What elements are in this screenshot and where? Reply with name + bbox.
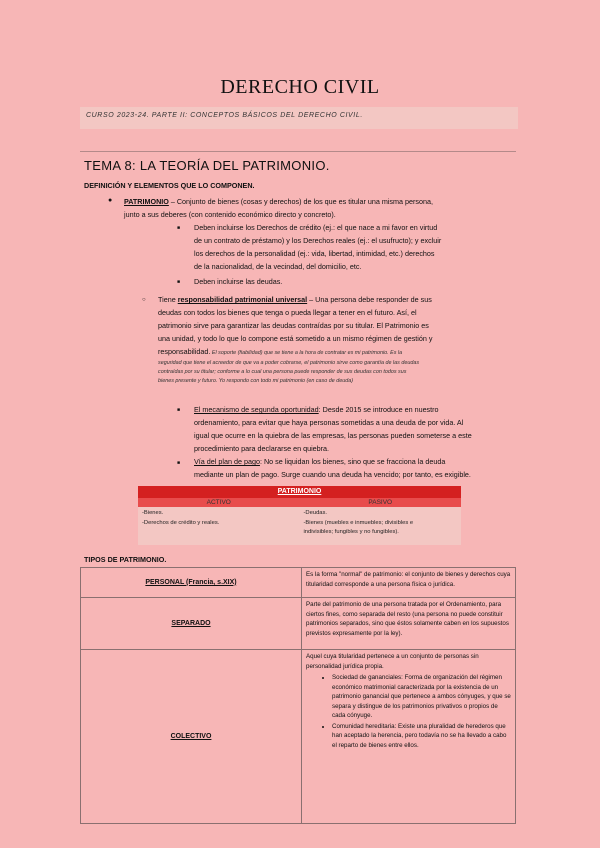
section-heading: TEMA 8: LA TEORÍA DEL PATRIMONIO. (84, 158, 330, 173)
divider (80, 151, 516, 152)
pasivo-item: -Deudas. (303, 510, 328, 516)
col-pasivo: PASIVO (368, 499, 393, 506)
resp-line5 (158, 345, 402, 360)
activo-item: -Derechos de crédito y reales. (142, 519, 220, 526)
resp-line1 (158, 293, 432, 306)
list-item: • Sociedad de gananciales: Forma de organización del régimen económico matrimonial caracterizada por la existencia de un patrimonio ganancial que pertenece a ambos cónyuges, y que se separa y distingue de los patrimonios privativos o propios de cada cónyuge. (332, 673, 511, 721)
bullet-icon: ● (108, 197, 113, 204)
pasivo-item: indivisibles; fungibles y no fungibles). (303, 529, 399, 535)
colectivo-label: COLECTIVO (81, 650, 302, 824)
course-subtitle: CURSO 2023-24. PARTE II: CONCEPTOS BÁSICOS DEL DERECHO CIVIL. (86, 112, 363, 119)
subtitle-box (80, 107, 518, 129)
resp-line5-text: responsabilidad. (158, 347, 211, 356)
resp-small2: seguridad que tiene el acreedor de que va a poder cobrarse, el patrimonio sirve como garantía de las deudas (158, 360, 420, 366)
patrimonio-table (138, 486, 461, 545)
patrimonio-table-header (138, 498, 461, 507)
mec-line1-text: : Desde 2015 se introduce en nuestro (318, 405, 439, 414)
definition-heading: DEFINICIÓN Y ELEMENTOS QUE LO COMPONEN. (84, 181, 255, 190)
personal-label: PERSONAL (Francia, s.XIX) (81, 568, 302, 598)
personal-desc: Es la forma "normal" de patrimonio: el conjunto de bienes y derechos cuya titularidad corresponde a una persona física o jurídica. (302, 568, 516, 598)
patrimonio-def-2: junto a sus deberes (con contenido económico directo y concreto). (124, 210, 336, 219)
table-row (81, 568, 516, 598)
resp-small1: El soporte (fiabilidad) que se tiene a la hora de contratar es mi patrimonio. Es la (210, 350, 403, 356)
colectivo-list (306, 673, 511, 750)
sub1-line1: Deben incluirse los Derechos de crédito (ej.: el que nace a mi favor en virtud (194, 223, 438, 232)
mec-line2: ordenamiento, para evitar que haya personas sometidas a una deuda de por vida. Al (194, 418, 464, 427)
col-activo: ACTIVO (206, 499, 231, 506)
table-row (81, 650, 516, 824)
resp-small4: bienes presente y futuro. Yo respondo con todo mi patrimonio (en caso de deuda) (158, 378, 353, 384)
sub1-line3: los derechos de la personalidad (ej.: vida, libertad, intimidad, etc.) derechos (194, 249, 435, 258)
resp-line3: patrimonio sirve para garantizar las deudas contraídas por su titular. El Patrimonio es (158, 321, 429, 330)
separado-desc: Parte del patrimonio de una persona tratada por el Ordenamiento, para ciertos fines, como separada del resto (una persona no puede constituir patrimonios separados, sino que éstos solamente caben en los supuestos previstos expresamente por la ley). (302, 598, 516, 650)
via-line2: mediante un plan de pago. Surge cuando una deuda ha vencido; por tanto, es exigible. (194, 470, 471, 479)
patrimonio-table-title: PATRIMONIO (138, 486, 461, 498)
tipos-heading: TIPOS DE PATRIMONIO. (84, 555, 167, 564)
document-title: DERECHO CIVIL (220, 76, 380, 98)
patrimonio-def-1: – Conjunto de bienes (cosas y derechos) de los que es titular una misma persona, (168, 197, 433, 206)
table-row (81, 598, 516, 650)
colectivo-desc: Aquel cuya titularidad pertenece a un conjunto de personas sin personalidad jurídica propia. (306, 653, 479, 670)
activo-item: -Bienes. (142, 510, 164, 516)
sub1-line2: de un contrato de préstamo) y los Derechos reales (ej.: el usufructo); y excluir (194, 236, 442, 245)
colectivo-cell (302, 650, 516, 824)
square-bullet-icon: ■ (177, 279, 181, 285)
resp-line4: una unidad, y todo lo que lo compone está sometido a un mismo régimen de gestión y (158, 334, 433, 343)
mec-line3: igual que ocurre en la quiebra de las empresas, las personas pueden someterse a este (194, 431, 472, 440)
resp-line2: deudas con todos los bienes que tenga o pueda llegar a tener en el futuro. Así, el (158, 308, 417, 317)
resp-line1-text: – Una persona debe responder de sus (307, 295, 432, 304)
sub1-line4: de la nacionalidad, de la vecindad, del domicilio, etc. (194, 262, 362, 271)
activo-cell (138, 507, 300, 545)
resp-prefix: Tiene (158, 295, 178, 304)
tipos-table (80, 567, 516, 824)
via-term: Vía del plan de pago (194, 457, 260, 466)
pasivo-cell (300, 507, 462, 545)
patrimonio-term: PATRIMONIO (124, 197, 169, 206)
square-bullet-icon: ■ (177, 460, 181, 466)
separado-label: SEPARADO (81, 598, 302, 650)
via-line1 (194, 455, 445, 468)
list-item: • Comunidad hereditaria: Existe una pluralidad de herederos que han aceptado la herencia, pero todavía no se ha llevado a cabo el reparto de bienes entre ellos. (332, 722, 511, 751)
circle-bullet-icon: ○ (142, 297, 146, 303)
square-bullet-icon: ■ (177, 225, 181, 231)
resp-small3: contraídas por su titular; conforme a lo cual una persona puede responder de sus deudas con todos sus (158, 369, 407, 375)
patrimonio-table-body (138, 507, 461, 545)
via-line1-text: : No se liquidan los bienes, sino que se fracciona la deuda (259, 457, 446, 466)
patrimonio-definition (124, 195, 433, 208)
mec-line4: procedimiento para declararse en quiebra. (194, 444, 330, 453)
pasivo-item: -Bienes (muebles e inmuebles; divisibles e (303, 519, 414, 526)
resp-term: responsabilidad patrimonial universal (177, 295, 308, 304)
sub2: Deben incluirse las deudas. (194, 277, 283, 286)
mec-term: El mecanismo de segunda oportunidad (194, 405, 319, 414)
mec-line1 (194, 403, 439, 416)
square-bullet-icon: ■ (177, 407, 181, 413)
